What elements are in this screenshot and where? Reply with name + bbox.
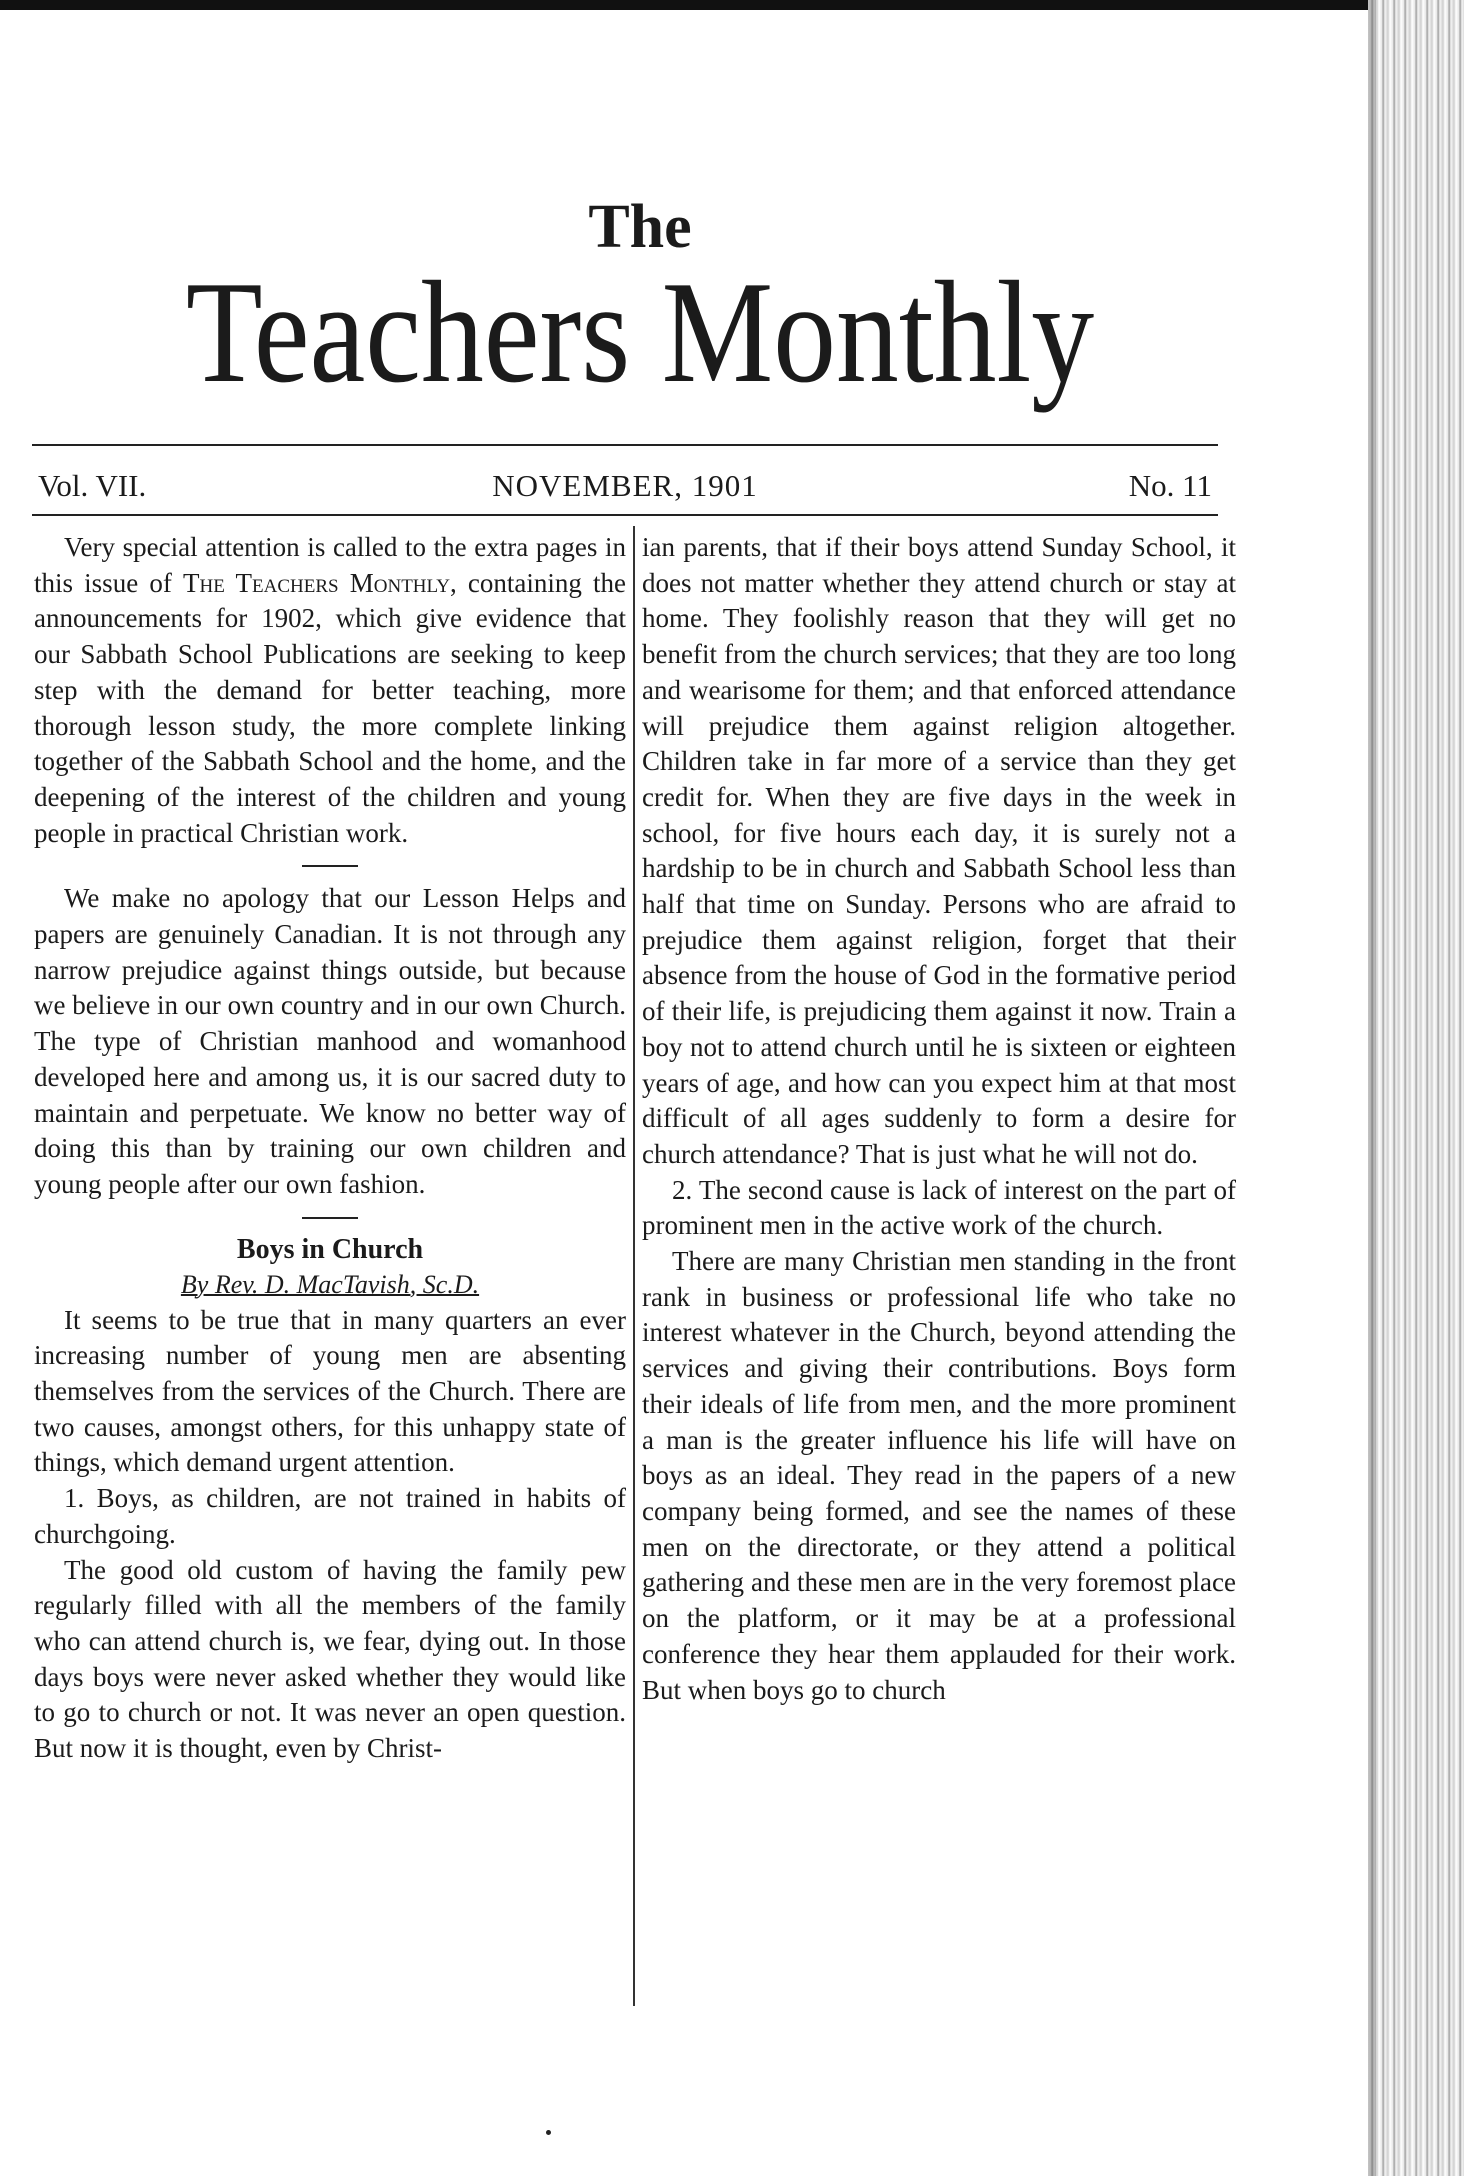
issue-number: No. 11: [1128, 468, 1212, 503]
issue-date: NOVEMBER, 1901: [492, 468, 758, 503]
paragraph: 1. Boys, as children, are not trained in habits of churchgoing.: [34, 1483, 626, 1549]
paragraph: We make no apology that our Lesson Helps and papers are genuinely Canadian. It is not through any narrow prejudice against things outside, but because we believe in our own country and in our own Church. The type of Christian manhood and womanhood developed here and among us, it is our sacred duty to maintain and perpetuate. We know no better way of doing this than by training our own children and young people after our own fashion.: [34, 883, 626, 1199]
article-title: Boys in Church: [236, 1233, 424, 1265]
masthead-the: The: [588, 193, 692, 261]
column-divider: [633, 526, 635, 2006]
page-edge: [1368, 0, 1464, 2176]
header-rule-top: [32, 444, 1218, 446]
section-divider: [302, 1217, 358, 1219]
paragraph: It seems to be true that in many quarters an ever increasing number of young men are absenting themselves from the services of the Church. There are two causes, amongst others, for this unhappy state of things, which demand urgent attention.: [34, 1304, 626, 1478]
paragraph: ian parents, that if their boys attend Sunday School, it does not matter whether they attend church or stay at home. They foolishly reason that they will get no benefit from the church services; that they are too long and wearisome for them; and that enforced attendance will prejudice them against religion altogether. Children take in far more of a service than they get credit for. When they are five days in the week in school, for five hours each day, it is surely not a hardship to be in church and Sabbath School less than half that time on Sunday. Persons who are afraid to prejudice them against religion, forget that their absence from the house of God in the formative period of their life, is prejudicing them against it now. Train a boy not to attend church until he is sixteen or eighteen years of age, and how can you expect him at that most difficult of all ages suddenly to form a desire for church attendance? That is just what he will not do.: [642, 532, 1236, 1169]
issue-line: [32, 466, 1218, 506]
section-divider: [302, 865, 358, 867]
volume-label: Vol. VII.: [38, 468, 147, 503]
right-column: [642, 530, 1236, 1708]
publication-name: The Teachers Monthly: [183, 567, 450, 598]
masthead-title: Teachers Monthly: [185, 251, 1095, 413]
paragraph: Very special attention is called to the extra pages in this issue of The Teachers Monthly, containing the announcements for 1902, which give evidence that our Sabbath School Publications are seeking to keep step with the demand for better teaching, more thorough lesson study, the more complete linking together of the Sabbath School and the home, and the deepening of the interest of the children and young people in practical Christian work.: [34, 532, 626, 848]
left-column: [34, 530, 626, 1767]
article-byline: By Rev. D. MacTavish, Sc.D.: [180, 1269, 480, 1299]
paragraph: 2. The second cause is lack of interest on the part of prominent men in the active work of the church.: [642, 1174, 1236, 1241]
paragraph: The good old custom of having the family pew regularly filled with all the members of the family who can attend church is, we fear, dying out. In those days boys were never asked whether they would like to go to church or not. It was never an open question. But now it is thought, even by Christ-: [34, 1554, 626, 1764]
page-mark: [546, 2130, 551, 2135]
header-rule-bottom: [32, 514, 1218, 516]
top-border: [0, 0, 1464, 10]
paragraph: There are many Christian men standing in the front rank in business or professional life who take no interest whatever in the Church, beyond attending the services and giving their contributions. Boys form their ideals of life from men, and the more prominent a man is the greater influence his life will have on boys as an ideal. They read in the papers of a new company being formed, and see the names of these men on the directorate, or they attend a political gathering and these men are in the very foremost place on the platform, or it may be at a professional conference they hear them applauded for their work. But when boys go to church: [642, 1246, 1236, 1705]
